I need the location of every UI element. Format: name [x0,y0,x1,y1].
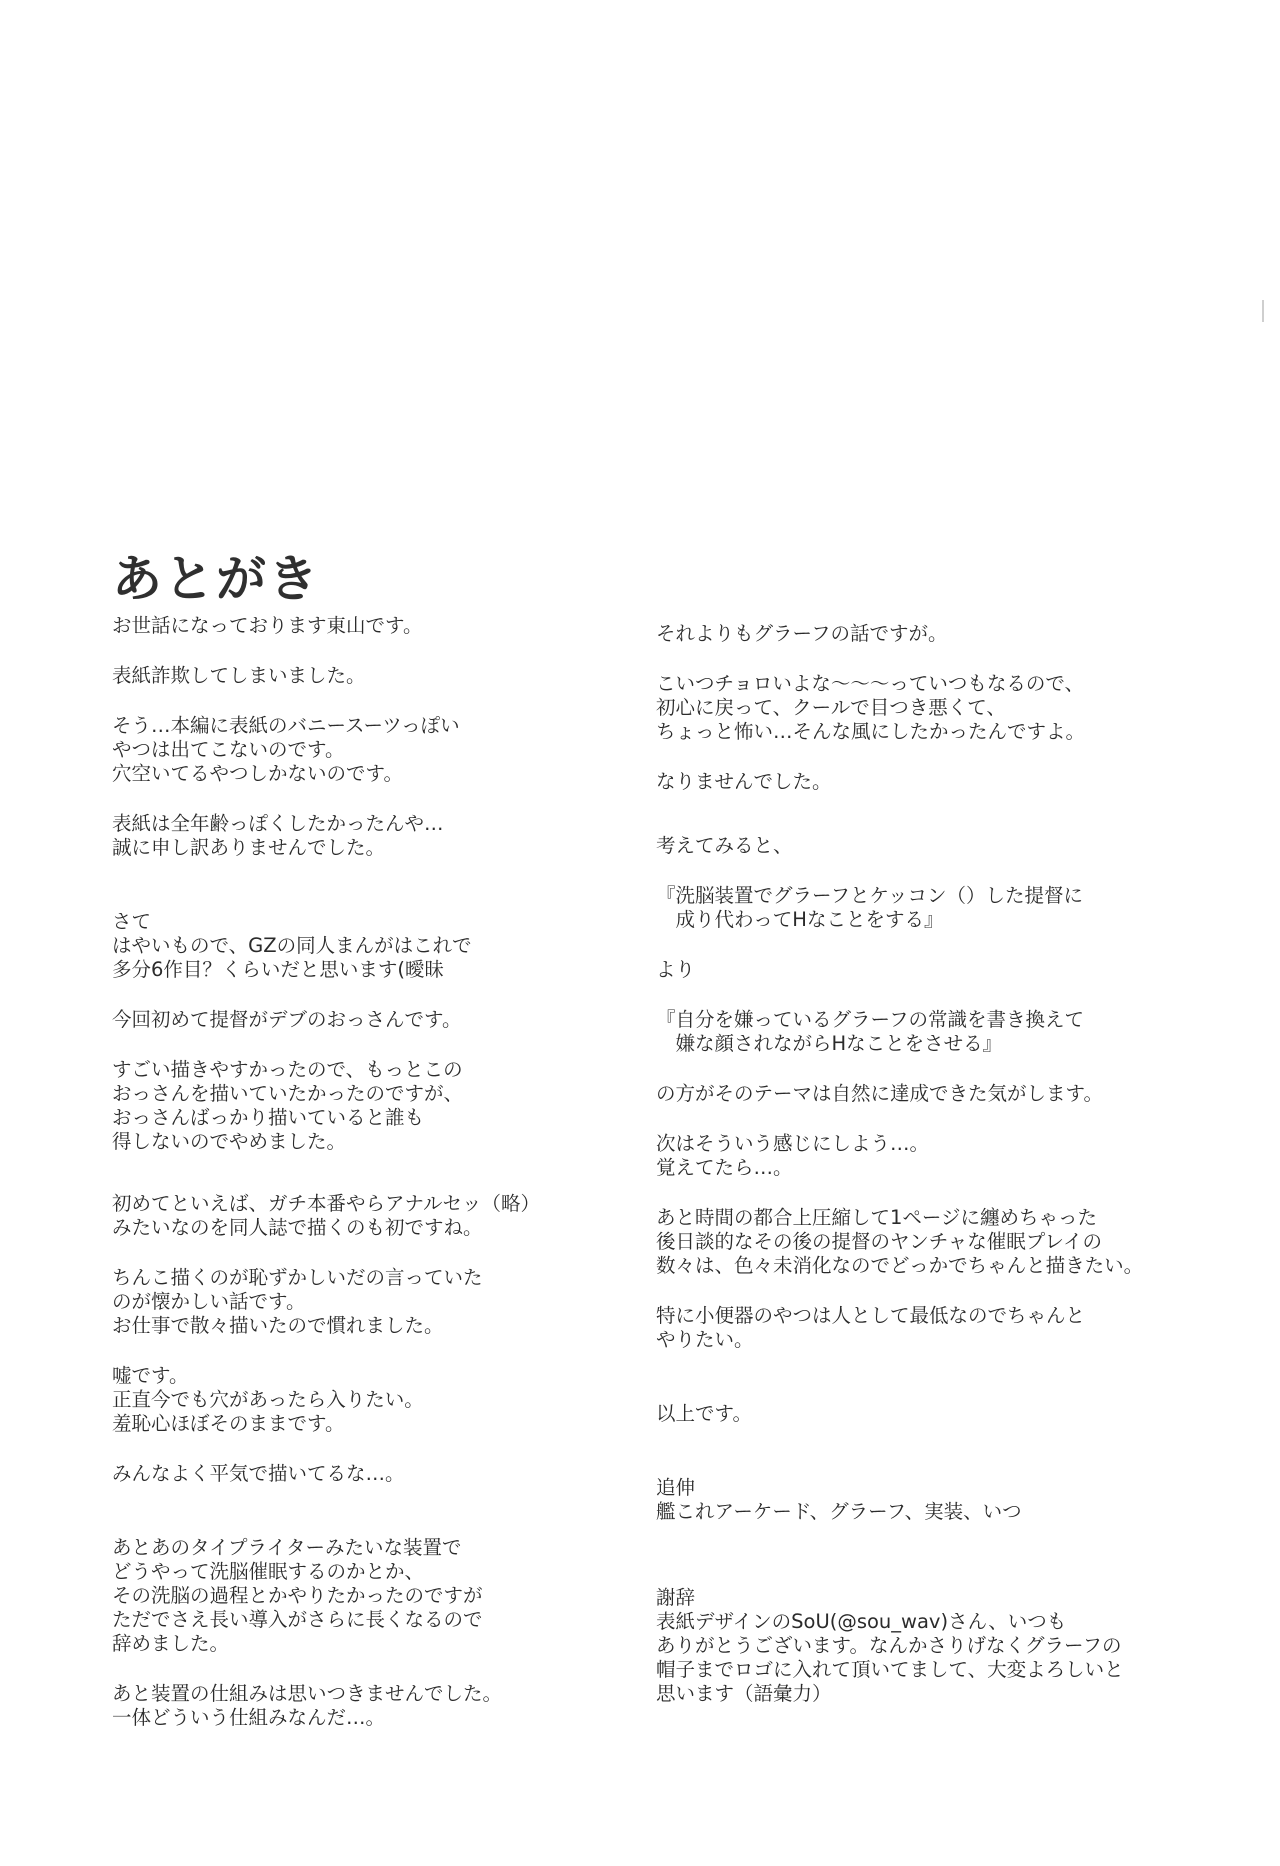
paragraph [112,1682,602,1730]
text-line: 表紙詐欺してしまいました。 [112,664,366,687]
text-line: なりませんでした。 [656,770,832,793]
text-line: こいつチョロいよな〜〜〜っていつもなるので、 [656,672,1085,695]
text-line: 数々は、色々未消化なのでどっかでちゃんと描きたい。 [656,1254,1144,1277]
text-line: 嘘です。 [112,1364,189,1387]
text-line: お世話になっております東山です。 [112,614,423,637]
paragraph [656,1132,1256,1180]
text-line: 今回初めて提督がデブのおっさんです。 [112,1008,462,1031]
text-line: 辞めました。 [112,1632,230,1655]
text-line: 多分6作目？くらいだと思います(曖昧 [112,958,445,981]
right-column [656,622,1256,1706]
text-line: ありがとうございます。なんかさりげなくグラーフの [656,1634,1122,1657]
text-line: 表紙デザインのSoU(@sou_wav)さん、いつも [656,1610,1067,1633]
text-line: 羞恥心ほぼそのままです。 [112,1412,345,1435]
text-line: お仕事で散々描いたので慣れました。 [112,1314,444,1337]
paragraph [112,1008,602,1032]
text-line: 正直今でも穴があったら入りたい。 [112,1388,424,1411]
text-line: 『洗脳装置でグラーフとケッコン（）した提督に [656,884,1084,907]
paragraph [656,672,1256,744]
text-line: のが懐かしい話です。 [112,1290,306,1313]
text-line: あと装置の仕組みは思いつきませんでした。 [112,1682,503,1705]
text-line: 一体どういう仕組みなんだ…。 [112,1706,386,1729]
text-line: 初めてといえば、ガチ本番やらアナルセッ（略） [112,1192,541,1215]
paragraph [112,812,602,860]
text-line: どうやって洗脳催眠するのかとか、 [112,1560,425,1583]
text-line: の方がそのテーマは自然に達成できた気がします。 [656,1082,1103,1105]
paragraph [656,1082,1256,1106]
text-line: 嫌な顔されながらHなことをさせる』 [656,1032,1003,1055]
text-line: ちょっと怖い…そんな風にしたかったんですよ。 [656,720,1086,743]
paragraph [656,834,1256,858]
text-line: あと時間の都合上圧縮して1ページに纏めちゃった [656,1206,1098,1229]
paragraph [112,664,602,688]
paragraph [112,1364,602,1436]
text-line: やつは出てこないのです。 [112,738,345,761]
page-title: あとがき [112,549,320,608]
text-line: そう…本編に表紙のバニースーツっぽい [112,714,460,737]
text-line: 誠に申し訳ありませんでした。 [112,836,386,859]
paragraph [112,1536,602,1656]
paragraph [656,1586,1256,1706]
text-line: より [656,958,696,981]
left-column [112,614,602,1730]
text-line: 追伸 [656,1476,696,1499]
text-line: 帽子までロゴに入れて頂いてまして、大変よろしいと [656,1658,1124,1681]
paragraph [112,910,602,982]
text-line: 『自分を嫌っているグラーフの常識を書き換えて [656,1008,1085,1031]
paragraph [656,1476,1256,1524]
text-line: ただでさえ長い導入がさらに長くなるので [112,1608,483,1631]
text-line: 考えてみると、 [656,834,793,857]
paragraph [656,770,1256,794]
paragraph [656,1402,1256,1426]
paragraph [656,1206,1256,1278]
text-line: 初心に戻って、クールで目つき悪くて、 [656,696,1006,719]
text-line: 得しないのでやめました。 [112,1130,347,1153]
paragraph [112,1462,602,1486]
paragraph [656,958,1256,982]
text-line: はやいもので、GZの同人まんがはこれで [112,934,472,957]
text-line: おっさんばっかり描いていると誰も [112,1106,425,1129]
text-line: 次はそういう感じにしよう…。 [656,1132,930,1155]
text-line: あとあのタイプライターみたいな装置で [112,1536,462,1559]
text-line: 謝辞 [656,1586,696,1609]
text-line: 艦これアーケード、グラーフ、実装、いつ [656,1500,1022,1523]
text-line: すごい描きやすかったので、もっとこの [112,1058,463,1081]
text-line: その洗脳の過程とかやりたかったのですが [112,1584,483,1607]
text-line: 後日談的なその後の提督のヤンチャな催眠プレイの [656,1230,1102,1253]
paragraph [112,1192,602,1240]
paragraph [656,1008,1256,1056]
paragraph [112,1266,602,1338]
text-line: おっさんを描いていたかったのですが、 [112,1082,464,1105]
text-line: 表紙は全年齢っぽくしたかったんや… [112,812,444,835]
text-line: 穴空いてるやつしかないのです。 [112,762,403,785]
paragraph [656,622,1256,646]
text-line: 以上です。 [656,1402,752,1425]
text-line: ちんこ描くのが恥ずかしいだの言っていた [112,1266,483,1289]
paragraph [112,1058,602,1154]
text-line: 思います（語彙力） [656,1682,832,1705]
text-line: 特に小便器のやつは人として最低なのでちゃんと [656,1304,1086,1327]
text-line: さて [112,910,152,933]
page-edge-mark [1262,300,1264,322]
text-line: みたいなのを同人誌で描くのも初ですね。 [112,1216,483,1239]
text-line: 成り代わってHなことをする』 [656,908,944,931]
text-line: 覚えてたら…。 [656,1156,793,1179]
paragraph [112,614,602,638]
paragraph [112,714,602,786]
text-line: みんなよく平気で描いてるな…。 [112,1462,405,1485]
text-line: やりたい。 [656,1328,754,1351]
text-line: それよりもグラーフの話ですが。 [656,622,948,645]
paragraph [656,1304,1256,1352]
paragraph [656,884,1256,932]
